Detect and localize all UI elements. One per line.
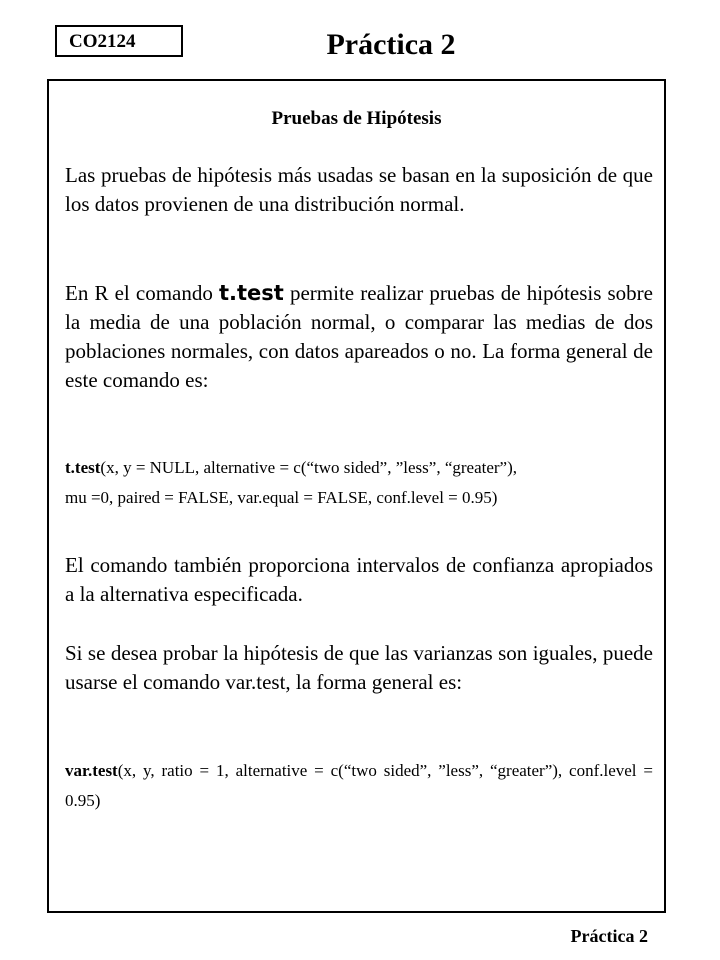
command-t-test: t.test — [219, 281, 284, 305]
var-test-fn-name: var.test — [65, 761, 118, 780]
section-heading: Pruebas de Hipótesis — [271, 108, 442, 129]
t-test-syntax-line-1 — [65, 453, 653, 483]
paragraph-intro: Las pruebas de hipótesis más usadas se basan en la suposición de que los datos provienen de una distribución normal. — [65, 163, 653, 216]
t-test-syntax-line-2: mu =0, paired = FALSE, var.equal = FALSE, conf.level = 0.95) — [65, 488, 498, 507]
footer-label: Práctica 2 — [570, 926, 648, 946]
paragraph-t-test-after: permite realizar pruebas de hipótesis sobre la media de una población normal, o comparar las medias de dos poblaciones normales, con datos apareados o no. La forma general de este comando es: — [65, 281, 653, 392]
t-test-syntax — [65, 453, 653, 513]
content-frame — [47, 79, 666, 913]
paragraph-t-test-before: En R el comando — [65, 281, 219, 305]
t-test-args-1: (x, y = NULL, alternative = c(“two sided”, ”less”, “greater”), — [100, 458, 518, 477]
paragraph-t-test — [65, 279, 653, 395]
var-test-syntax — [65, 756, 653, 816]
page-title: Práctica 2 — [326, 28, 456, 61]
var-test-args: (x, y, ratio = 1, alternative = c(“two sided”, ”less”, “greater”), conf.level = 0.95) — [65, 761, 653, 810]
t-test-fn-name: t.test — [65, 458, 101, 477]
paragraph-intervals: El comando también proporciona intervalos de confianza apropiados a la alternativa especificada. — [65, 553, 653, 606]
course-code: CO2124 — [69, 31, 136, 52]
paragraph-var-test: Si se desea probar la hipótesis de que las varianzas son iguales, puede usarse el comando var.test, la forma general es: — [65, 641, 653, 694]
